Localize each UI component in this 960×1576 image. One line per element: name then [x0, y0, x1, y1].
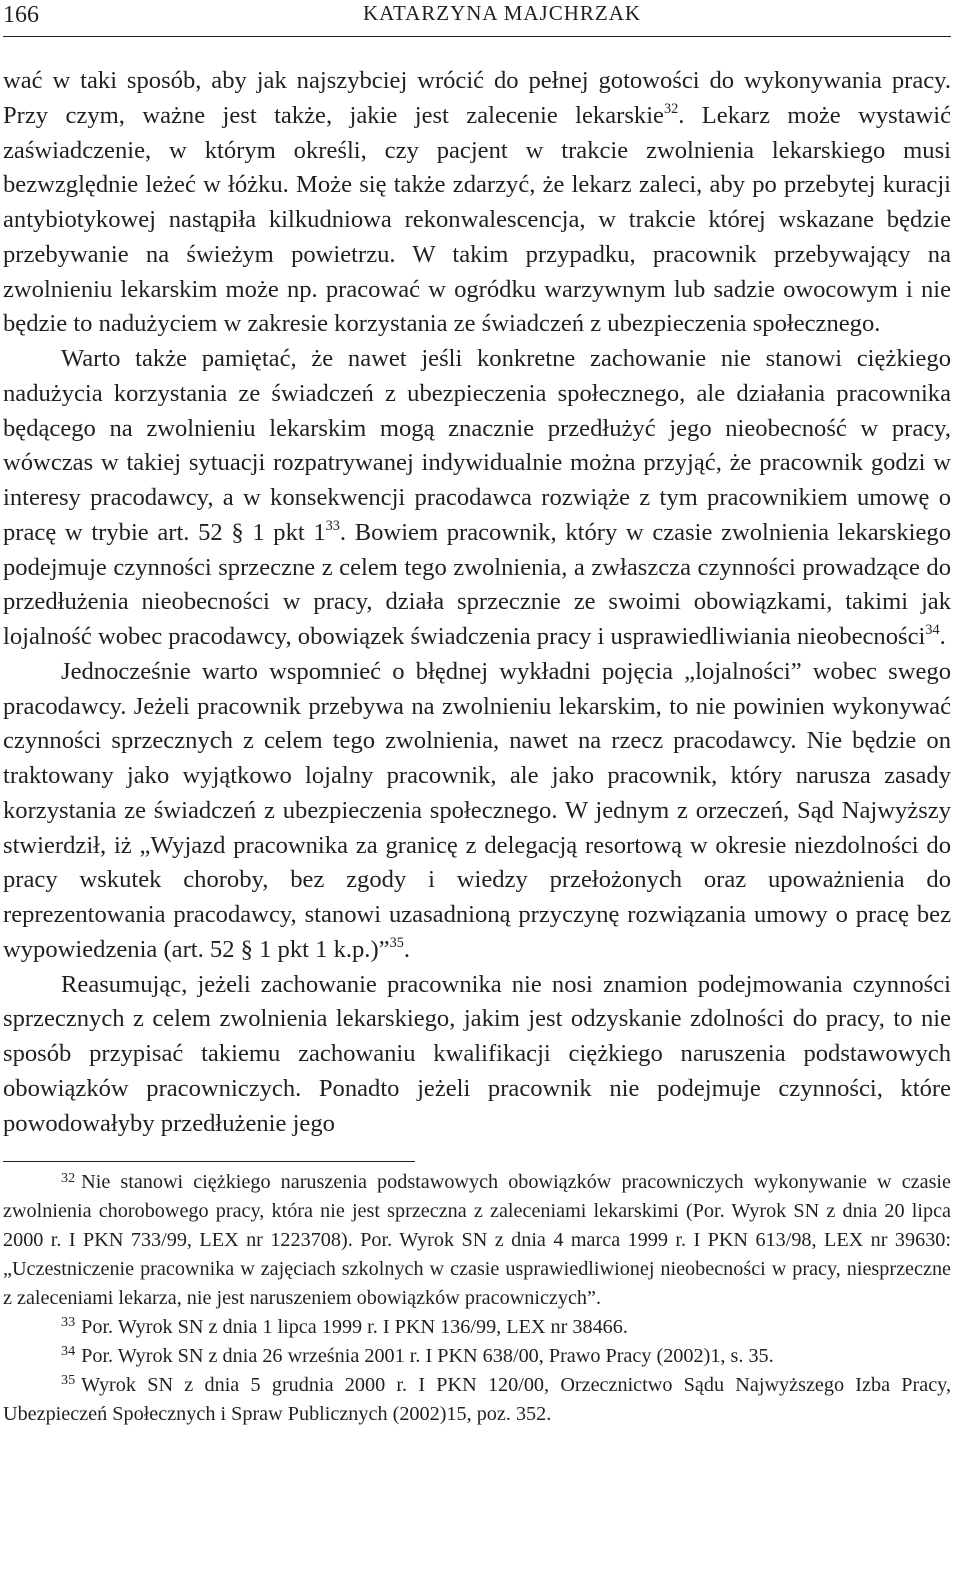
footnote-number: 33	[61, 1314, 76, 1331]
footnote-number: 32	[61, 1169, 76, 1186]
paragraph-1-text-a: wać w taki sposób, aby jak najszybciej wrócić do pełnej gotowości do wykonywania pracy. Przy czym, ważne jest także, jakie jest zalecenie lekarskie	[3, 67, 951, 129]
footnote-35	[3, 1371, 951, 1429]
footnote-text: Wyrok SN z dnia 5 grudnia 2000 r. I PKN 120/00, Orzecznictwo Sądu Najwyższego Izba Pracy, Ubezpieczeń Społecznych i Spraw Publicznych (2002)15, poz. 352.	[3, 1373, 951, 1425]
paragraph-1	[3, 64, 951, 342]
paragraph-4: Reasumując, jeżeli zachowanie pracownika nie nosi znamion podejmowania czynności sprzecznych z celem zwolnienia lekarskiego, jakim jest odzyskanie zdolności do pracy, to nie sposób przypisać takiemu zachowaniu kwalifikacji ciężkiego naruszenia podstawowych obowiązków pracowniczych. Ponadto jeżeli pracownik nie podejmuje czynności, które powodowałyby przedłużenie jego	[3, 970, 951, 1137]
footnote-33	[3, 1313, 951, 1342]
footnote-ref-32: 32	[663, 100, 679, 117]
paragraph-2-text-c: .	[939, 623, 946, 650]
paragraph-3	[3, 655, 951, 968]
footnote-text: Por. Wyrok SN z dnia 26 września 2001 r. I PKN 638/00, Prawo Pracy (2002)1, s. 35.	[81, 1344, 774, 1367]
paragraph-1-text-b: . Lekarz może wystawić zaświadczenie, w którym określi, czy pacjent w trakcie zwolnienia lekarskiego musi bezwzględnie leżeć w łóżku. Może się także zdarzyć, że lekarz zaleci, aby po przebytej kuracji antybiotykowej nastąpiła kilkudniowa rekonwalescencja, w trakcie której wskazane będzie przebywanie na świeżym powietrzu. W takim przypadku, pracownik przebywający na zwolnieniu lekarskim może np. pracować w ogródku warzywnym lub sadzie owocowym i nie będzie to nadużyciem w zakresie korzystania ze świadczeń z ubezpieczenia społecznego.	[3, 101, 951, 338]
footnote-34	[3, 1342, 951, 1371]
running-head-author: KATARZYNA MAJCHRZAK	[362, 1, 642, 25]
paragraph-2	[3, 342, 951, 655]
page-header	[3, 0, 951, 37]
paragraph-3-text-b: .	[403, 935, 410, 963]
paragraph-2-text-b: . Bowiem pracownik, który w czasie zwolnienia lekarskiego podejmuje czynności sprzeczne z celem tego zwolnienia, a zwłaszcza czynności prowadzące do przedłużenia nieobecności w pracy, działa sprzecznie ze swoimi obowiązkami, takimi jak lojalność wobec pracodawcy, obowiązek świadczenia pracy i usprawiedliwiania nieobecności	[3, 518, 952, 650]
paragraph-2-text-a: Warto także pamiętać, że nawet jeśli konkretne zachowanie nie stanowi ciężkiego nadużycia korzystania ze świadczeń z ubezpieczenia społecznego, ale działania pracownika będącego na zwolnieniu lekarskim mogą znacznie przedłużyć jego nieobecność w pracy, wówczas w takiej sytuacji rozpatrywanej indywidualnie można przyjąć, że pracownik godzi w interesy pracodawcy, a w konsekwencji pracodawca rozwiąże z tym pracownikiem umowę o pracę w trybie art. 52 § 1 pkt 1	[3, 345, 951, 546]
footnotes	[3, 1168, 951, 1428]
footnote-text: Por. Wyrok SN z dnia 1 lipca 1999 r. I PKN 136/99, LEX nr 38466.	[81, 1315, 628, 1338]
page-number: 166	[3, 2, 39, 28]
footnote-ref-34: 34	[925, 622, 940, 639]
footnote-ref-35: 35	[389, 934, 404, 951]
footnote-separator	[3, 1161, 415, 1162]
paragraph-3-text-a: Jednocześnie warto wspomnieć o błędnej wykładni pojęcia „lojalności” wobec swego pracodawcy. Jeżeli pracownik przebywa na zwolnieniu lekarskim, to nie powinien wykonywać czynności sprzecznych z celem tego zwolnienia, nawet na rzecz pracodawcy. Nie będzie on traktowany jako wyjątkowo lojalny pracownik, ale jako pracownik, który narusza zasady korzystania ze świadczeń z ubezpieczenia społecznego. W jednym z orzeczeń, Sąd Najwyższy stwierdził, iż „Wyjazd pracownika za granicę z delegacją resortową w okresie niezdolności do pracy wskutek choroby, bez zgody i wiedzy przełożonych oraz upoważnienia do reprezentowania pracodawcy, stanowi uzasadnioną przyczynę rozwiązania umowy o pracę bez wypowiedzenia (art. 52 § 1 pkt 1 k.p.)”	[3, 657, 951, 963]
footnote-32	[3, 1168, 951, 1313]
footnote-number: 34	[61, 1343, 76, 1360]
footnote-text: Nie stanowi ciężkiego naruszenia podstawowych obowiązków pracowniczych wykonywanie w czasie zwolnienia chorobowego pracy, która nie jest sprzeczna z zaleceniami lekarskimi (Por. Wyrok SN z dnia 20 lipca 2000 r. I PKN 733/99, LEX nr 1223708). Por. Wyrok SN z dnia 4 marca 1999 r. I PKN 613/98, LEX nr 39630: „Uczestniczenie pracownika w zajęciach szkolnych w czasie usprawiedliwionej nieobecności w pracy, niesprzeczne z zaleceniami lekarza, nie jest naruszeniem obowiązków pracowniczych”.	[3, 1171, 951, 1309]
footnote-number: 35	[61, 1372, 76, 1389]
main-text	[3, 64, 951, 1141]
footnote-ref-33: 33	[325, 517, 340, 534]
